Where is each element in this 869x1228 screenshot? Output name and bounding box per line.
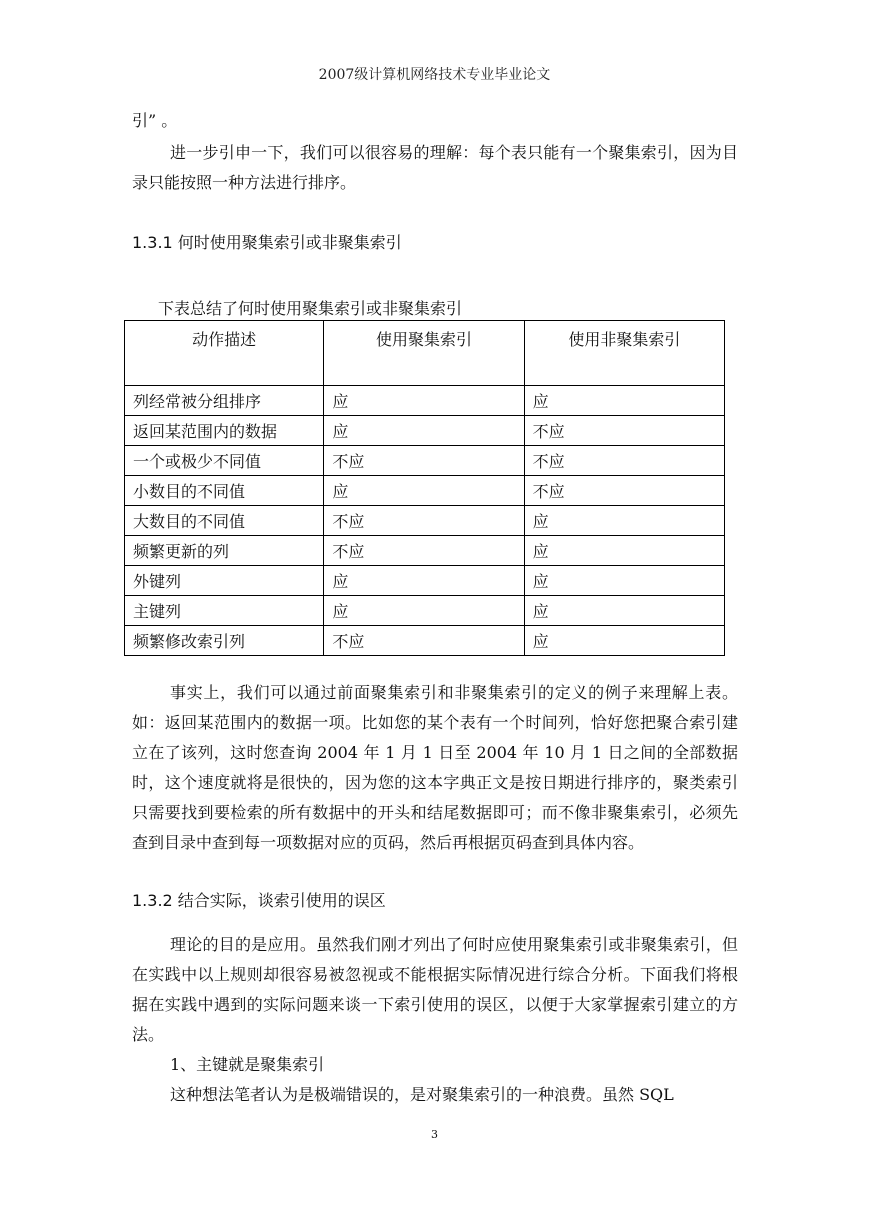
cell-action: 大数目的不同值 bbox=[125, 506, 324, 536]
cell-clustered: 不应 bbox=[324, 506, 524, 536]
cell-clustered: 应 bbox=[324, 416, 524, 446]
table-row bbox=[125, 536, 725, 566]
cell-action: 返回某范围内的数据 bbox=[125, 416, 324, 446]
cell-action: 外键列 bbox=[125, 566, 324, 596]
table-row bbox=[125, 416, 725, 446]
cell-clustered: 应 bbox=[324, 596, 524, 626]
cell-clustered: 应 bbox=[324, 566, 524, 596]
table-caption: 下表总结了何时使用聚集索引或非聚集索引 bbox=[158, 299, 463, 318]
cell-clustered: 不应 bbox=[324, 536, 524, 566]
paragraph-2: 事实上，我们可以通过前面聚集索引和非聚集索引的定义的例子来理解上表。如：返回某范围内的数据一项。比如您的某个表有一个时间列，恰好您把聚合索引建立在了该列，这时您查询 2004 年 1 月 1 日至 2004 年 10 月 1 日之间的全部数据时，这个速度就将是很快的，因为您的这本字典正文是按日期进行排序的，聚类索引只需要找到要检索的所有数据中的开头和结尾数据即可；而不像非聚集索引，必须先查到目录中查到每一项数据对应的页码，然后再根据页码查到具体内容。 bbox=[132, 683, 738, 852]
page-header: 2007级计算机网络技术专业毕业论文 bbox=[318, 67, 551, 83]
page-number: 3 bbox=[431, 1128, 438, 1141]
paragraph-4: 这种想法笔者认为是极端错误的，是对聚集索引的一种浪费。虽然 SQL bbox=[170, 1085, 674, 1104]
cell-action: 频繁更新的列 bbox=[125, 536, 324, 566]
cell-action: 频繁修改索引列 bbox=[125, 626, 324, 656]
column-header-clustered: 使用聚集索引 bbox=[324, 321, 524, 386]
table-row bbox=[125, 446, 725, 476]
cell-nonclustered: 应 bbox=[524, 386, 724, 416]
cell-clustered: 应 bbox=[324, 386, 524, 416]
section-heading-1-3-1: 1.3.1 何时使用聚集索引或非聚集索引 bbox=[132, 233, 402, 252]
table-row bbox=[125, 386, 725, 416]
cell-nonclustered: 不应 bbox=[524, 476, 724, 506]
cell-action: 主键列 bbox=[125, 596, 324, 626]
column-header-action: 动作描述 bbox=[125, 321, 324, 386]
table-row bbox=[125, 506, 725, 536]
table-row bbox=[125, 476, 725, 506]
cell-nonclustered: 应 bbox=[524, 596, 724, 626]
section-heading-1-3-2: 1.3.2 结合实际，谈索引使用的误区 bbox=[132, 891, 386, 910]
table-header-row bbox=[125, 321, 725, 386]
cell-nonclustered: 应 bbox=[524, 506, 724, 536]
cell-nonclustered: 应 bbox=[524, 626, 724, 656]
cell-nonclustered: 应 bbox=[524, 536, 724, 566]
cell-action: 列经常被分组排序 bbox=[125, 386, 324, 416]
cell-clustered: 应 bbox=[324, 476, 524, 506]
paragraph-3: 理论的目的是应用。虽然我们刚才列出了何时应使用聚集索引或非聚集索引，但在实践中以上规则却很容易被忽视或不能根据实际情况进行综合分析。下面我们将根据在实践中遇到的实际问题来谈一下索引使用的误区，以便于大家掌握索引建立的方法。 bbox=[132, 935, 738, 1044]
cell-nonclustered: 不应 bbox=[524, 446, 724, 476]
cell-clustered: 不应 bbox=[324, 446, 524, 476]
cell-action: 一个或极少不同值 bbox=[125, 446, 324, 476]
table-row bbox=[125, 566, 725, 596]
index-usage-table bbox=[124, 320, 725, 656]
cell-action: 小数目的不同值 bbox=[125, 476, 324, 506]
paragraph-continued: 引” 。 bbox=[132, 111, 178, 130]
table-row bbox=[125, 596, 725, 626]
table-row bbox=[125, 626, 725, 656]
paragraph-1: 进一步引申一下，我们可以很容易的理解：每个表只能有一个聚集索引，因为目录只能按照一种方法进行排序。 bbox=[132, 143, 738, 192]
list-item-1: 1、主键就是聚集索引 bbox=[170, 1055, 325, 1074]
cell-nonclustered: 不应 bbox=[524, 416, 724, 446]
cell-clustered: 不应 bbox=[324, 626, 524, 656]
column-header-nonclustered: 使用非聚集索引 bbox=[524, 321, 724, 386]
cell-nonclustered: 应 bbox=[524, 566, 724, 596]
